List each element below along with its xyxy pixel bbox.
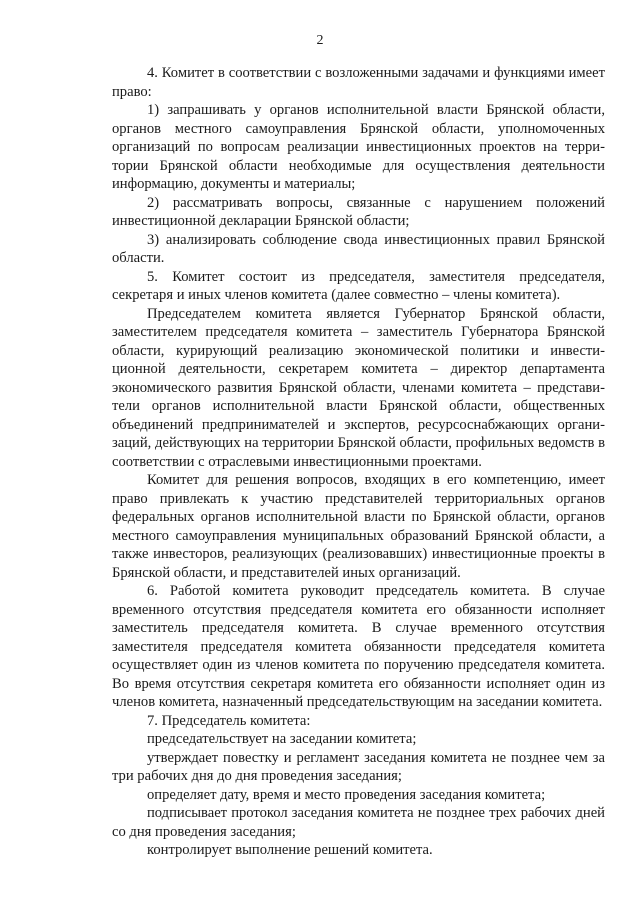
page-number: 2	[316, 33, 324, 48]
paragraph-duty-agenda: утверждает повестку и регламент заседания комитета не позднее чем за три рабочих дня до дня проведения заседания;	[112, 749, 605, 784]
paragraph-duty-control: контролирует выполнение решений комитета.	[147, 842, 433, 858]
paragraph-right-request-info: 1) запрашивать у органов исполнительной власти Брянской области, органов местного самоуправления Брянской области, уполномоченных организаций по вопросам реализации инвестиционных проектов на территории Брянской области необходимые для осуществления деятельности информацию, документы и материалы;	[112, 102, 605, 192]
paragraph-duty-schedule: определяет дату, время и место проведения заседания комитета;	[147, 786, 546, 803]
paragraph-chairman-duties-heading: 7. Председатель комитета:	[147, 712, 311, 729]
paragraph-committee-invite: Комитет для решения вопросов, входящих в его компетенцию, имеет право привлекать к участию представителей территориальных органов федеральных органов исполнительной власти по Брянской области, органов местного самоуправления муниципальных образований Брянской области, а также инвесторов, реализующих (реализовавших) инвестиционные проекты в Брянской области, и представителей иных организаций.	[112, 472, 605, 581]
paragraph-committee-rights: 4. Комитет в соответствии с возложенными задачами и функциями имеет право:	[112, 65, 605, 100]
paragraph-committee-chairman: Председателем комитета является Губернатор Брянской области, заместителем председателя комитета – заместитель Губернатора Брянской области, курирующий реализацию экономической политики и инвестиционной деятельности, секретарем комитета – директор департамента экономического развития Брянской области, членами комитета – представители органов исполнительной власти Брянской области, общественных объединений предпринимателей и экспертов, ресурсоснабжающих организаций, действующих на территории Брянской области, профильных ведомств в соответствии с отраслевыми инвестиционными проектами.	[112, 305, 605, 470]
paragraph-committee-leadership: 6. Работой комитета руководит председатель комитета. В случае временного отсутствия председателя комитета его обязанности исполняет заместитель председателя комитета. В случае временного отсутствия заместителя председателя комитета обязанности председателя комитета осуществляет один из членов комитета по поручению председателя комитета. Во время отсутствия секретаря комитета его обязанности исполняет один из членов комитета, назначенный председательствующим на заседании комитета.	[112, 583, 605, 710]
paragraph-right-analyze-rules: 3) анализировать соблюдение свода инвестиционных правил Брянской области.	[112, 231, 605, 266]
paragraph-committee-composition: 5. Комитет состоит из председателя, заместителя председателя, секретаря и иных членов комитета (далее совместно – члены комитета).	[112, 268, 605, 303]
paragraph-duty-preside: председательствует на заседании комитета;	[147, 731, 417, 747]
paragraph-right-review-issues: 2) рассматривать вопросы, связанные с нарушением положений инвестиционной декларации Брянской области;	[112, 194, 605, 229]
paragraph-duty-sign-protocol: подписывает протокол заседания комитета не позднее трех рабочих дней со дня проведения заседания;	[112, 805, 605, 840]
document-body	[112, 64, 605, 860]
